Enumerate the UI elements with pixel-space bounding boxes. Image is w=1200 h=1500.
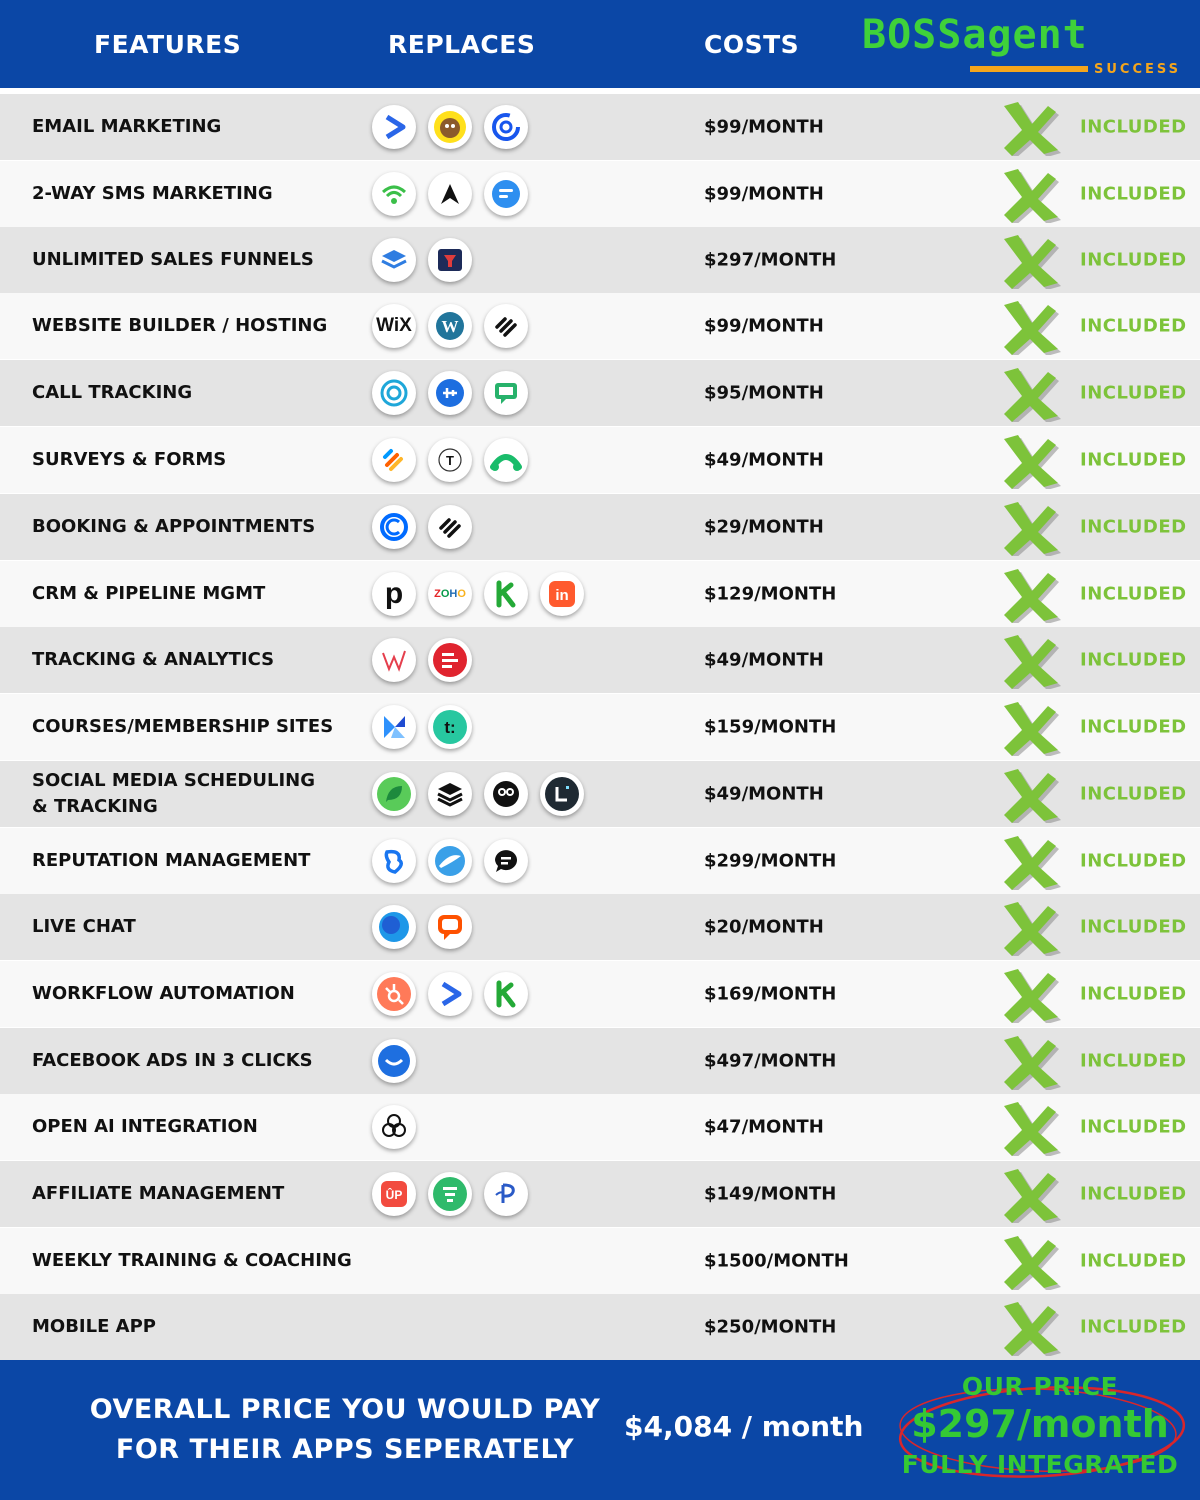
layers-icon bbox=[372, 238, 416, 282]
typeform-icon bbox=[428, 438, 472, 482]
checkmark-icon bbox=[998, 431, 1062, 489]
included-label: INCLUDED bbox=[1080, 916, 1187, 938]
jotform-icon bbox=[372, 438, 416, 482]
squarespace-icon bbox=[428, 505, 472, 549]
included-label: INCLUDED bbox=[1080, 1316, 1187, 1338]
constantcontact-icon bbox=[484, 105, 528, 149]
overall-price-caption bbox=[60, 1390, 630, 1470]
checkmark-icon bbox=[998, 698, 1062, 756]
included-label: INCLUDED bbox=[1080, 449, 1187, 471]
wave-analytics-icon bbox=[372, 638, 416, 682]
svg-text:W: W bbox=[441, 317, 459, 336]
monthly-cost: $250/MONTH bbox=[704, 1316, 837, 1338]
feature-name bbox=[32, 848, 310, 874]
table-row bbox=[0, 694, 1200, 760]
attentive-icon bbox=[428, 172, 472, 216]
feature-name-line: SURVEYS & FORMS bbox=[32, 449, 227, 470]
feature-name bbox=[32, 1248, 352, 1274]
calendly-icon bbox=[372, 505, 416, 549]
included-label: INCLUDED bbox=[1080, 315, 1187, 337]
firstpromoter-icon bbox=[428, 1172, 472, 1216]
table-row bbox=[0, 1028, 1200, 1094]
hootsuite-icon bbox=[484, 772, 528, 816]
features-column-header: FEATURES bbox=[94, 30, 242, 59]
squarespace-icon bbox=[484, 304, 528, 348]
table-row bbox=[0, 360, 1200, 426]
table-row bbox=[0, 828, 1200, 894]
included-label: INCLUDED bbox=[1080, 649, 1187, 671]
table-row bbox=[0, 627, 1200, 693]
feature-name-line: CRM & PIPELINE MGMT bbox=[32, 583, 266, 604]
feature-name bbox=[32, 581, 265, 607]
replaced-apps bbox=[372, 1105, 416, 1149]
adespresso-icon bbox=[372, 1039, 416, 1083]
table-row bbox=[0, 1094, 1200, 1160]
feature-name bbox=[32, 447, 226, 473]
included-label: INCLUDED bbox=[1080, 183, 1187, 205]
signal-icon bbox=[372, 172, 416, 216]
feature-name bbox=[32, 1114, 258, 1140]
table-row bbox=[0, 94, 1200, 160]
monthly-cost: $49/MONTH bbox=[704, 649, 824, 671]
replaced-apps bbox=[372, 172, 528, 216]
included-label: INCLUDED bbox=[1080, 716, 1187, 738]
feature-name bbox=[32, 514, 315, 540]
monthly-cost: $49/MONTH bbox=[704, 783, 824, 805]
checkmark-icon bbox=[998, 98, 1062, 156]
monthly-cost: $299/MONTH bbox=[704, 850, 837, 872]
podium-icon bbox=[428, 839, 472, 883]
replaced-apps bbox=[372, 638, 472, 682]
monthly-cost: $149/MONTH bbox=[704, 1183, 837, 1205]
table-row bbox=[0, 894, 1200, 960]
included-label: INCLUDED bbox=[1080, 1183, 1187, 1205]
feature-name-line: & TRACKING bbox=[32, 796, 158, 817]
feature-name-line: REPUTATION MANAGEMENT bbox=[32, 850, 311, 871]
table-row bbox=[0, 1294, 1200, 1360]
monthly-cost: $95/MONTH bbox=[704, 382, 824, 404]
feature-name-line: CALL TRACKING bbox=[32, 382, 193, 403]
monthly-cost: $99/MONTH bbox=[704, 116, 824, 138]
zoho-icon: ZOHO bbox=[428, 572, 472, 616]
checkmark-icon bbox=[998, 1032, 1062, 1090]
feature-name-line: BOOKING & APPOINTMENTS bbox=[32, 516, 316, 537]
feature-name-line: OPEN AI INTEGRATION bbox=[32, 1116, 258, 1137]
our-price-label: OUR PRICE bbox=[961, 1372, 1119, 1401]
databox-icon bbox=[428, 638, 472, 682]
monthly-cost: $159/MONTH bbox=[704, 716, 837, 738]
buffer-icon bbox=[428, 772, 472, 816]
feature-name bbox=[32, 1314, 156, 1340]
feature-name bbox=[32, 181, 273, 207]
replaced-apps bbox=[372, 105, 528, 149]
feature-name bbox=[32, 247, 314, 273]
intercom-icon bbox=[372, 905, 416, 949]
wix-icon: WiX bbox=[372, 304, 416, 348]
chatbox-icon bbox=[484, 371, 528, 415]
table-row bbox=[0, 494, 1200, 560]
our-price-amount: $297/month bbox=[911, 1402, 1169, 1446]
openai-icon bbox=[372, 1105, 416, 1149]
checkmark-icon bbox=[998, 297, 1062, 355]
replaces-column-header: REPLACES bbox=[388, 30, 536, 59]
activecampaign-icon bbox=[372, 105, 416, 149]
svg-text:T: T bbox=[446, 453, 454, 468]
replaced-apps bbox=[372, 438, 528, 482]
monthly-cost: $47/MONTH bbox=[704, 1116, 824, 1138]
svg-text:ÛP: ÛP bbox=[385, 1188, 403, 1202]
checkmark-icon bbox=[998, 165, 1062, 223]
feature-name-line: AFFILIATE MANAGEMENT bbox=[32, 1183, 285, 1204]
replaced-apps bbox=[372, 839, 528, 883]
checkmark-icon bbox=[998, 832, 1062, 890]
included-label: INCLUDED bbox=[1080, 1050, 1187, 1072]
checkmark-icon bbox=[998, 1098, 1062, 1156]
replaced-apps bbox=[372, 505, 472, 549]
logo-underline bbox=[970, 66, 1088, 72]
table-row bbox=[0, 761, 1200, 827]
checkmark-icon bbox=[998, 364, 1062, 422]
table-row bbox=[0, 161, 1200, 227]
replaced-apps bbox=[372, 972, 528, 1016]
feature-name-line: 2-WAY SMS MARKETING bbox=[32, 183, 273, 204]
logo-subtitle: SUCCESS bbox=[1094, 62, 1182, 77]
insightly-icon bbox=[540, 572, 584, 616]
feature-name-line: MOBILE APP bbox=[32, 1316, 156, 1337]
svg-text:t:: t: bbox=[444, 718, 456, 737]
included-label: INCLUDED bbox=[1080, 1250, 1187, 1272]
included-label: INCLUDED bbox=[1080, 382, 1187, 404]
table-row bbox=[0, 561, 1200, 627]
included-label: INCLUDED bbox=[1080, 249, 1187, 271]
monthly-cost: $169/MONTH bbox=[704, 983, 837, 1005]
callrail-icon bbox=[428, 371, 472, 415]
monthly-cost: $20/MONTH bbox=[704, 916, 824, 938]
checkmark-icon bbox=[998, 565, 1062, 623]
table-header bbox=[0, 0, 1200, 88]
included-label: INCLUDED bbox=[1080, 983, 1187, 1005]
svg-text:in: in bbox=[555, 587, 569, 604]
kajabi-icon bbox=[372, 705, 416, 749]
wordpress-icon bbox=[428, 304, 472, 348]
monthly-cost: $99/MONTH bbox=[704, 315, 824, 337]
feature-name-line: WEBSITE BUILDER / HOSTING bbox=[32, 315, 328, 336]
feature-name bbox=[32, 914, 136, 940]
replaced-apps bbox=[372, 1172, 528, 1216]
logo-wordmark: BOSSagent bbox=[862, 12, 1088, 58]
surveymonkey-icon bbox=[484, 438, 528, 482]
replaced-apps bbox=[372, 238, 472, 282]
price-summary-footer bbox=[0, 1360, 1200, 1500]
monthly-cost: $99/MONTH bbox=[704, 183, 824, 205]
overall-caption-line1: OVERALL PRICE YOU WOULD PAY bbox=[89, 1394, 601, 1425]
keap-icon bbox=[484, 572, 528, 616]
feature-name bbox=[32, 1181, 284, 1207]
table-row bbox=[0, 961, 1200, 1027]
chat-bubble-icon bbox=[484, 839, 528, 883]
feature-name-line: WORKFLOW AUTOMATION bbox=[32, 983, 295, 1004]
replaced-apps bbox=[372, 1039, 416, 1083]
feature-table bbox=[0, 88, 1200, 1360]
checkmark-icon bbox=[998, 1165, 1062, 1223]
pipedrive-icon: p bbox=[372, 572, 416, 616]
checkmark-icon bbox=[998, 231, 1062, 289]
replaced-apps bbox=[372, 304, 528, 348]
replaced-apps bbox=[372, 772, 584, 816]
monthly-cost: $497/MONTH bbox=[704, 1050, 837, 1072]
overall-total-price: $4,084 / month bbox=[624, 1410, 864, 1443]
included-label: INCLUDED bbox=[1080, 583, 1187, 605]
feature-name-line: SOCIAL MEDIA SCHEDULING bbox=[32, 770, 315, 791]
bossagent-logo bbox=[862, 12, 1192, 82]
later-icon bbox=[540, 772, 584, 816]
monthly-cost: $297/MONTH bbox=[704, 249, 837, 271]
livechat-icon bbox=[428, 905, 472, 949]
tapfiliate-icon bbox=[484, 1172, 528, 1216]
table-row bbox=[0, 1228, 1200, 1294]
monthly-cost: $49/MONTH bbox=[704, 449, 824, 471]
replaced-apps bbox=[372, 705, 472, 749]
feature-name bbox=[32, 647, 274, 673]
teachable-icon bbox=[428, 705, 472, 749]
feature-name-line: EMAIL MARKETING bbox=[32, 116, 222, 137]
feature-name bbox=[32, 714, 333, 740]
replaced-apps bbox=[372, 371, 528, 415]
feature-name-line: COURSES/MEMBERSHIP SITES bbox=[32, 716, 334, 737]
feature-name-line: FACEBOOK ADS IN 3 CLICKS bbox=[32, 1050, 313, 1071]
costs-column-header: COSTS bbox=[704, 30, 800, 59]
table-row bbox=[0, 1161, 1200, 1227]
textmessage-icon bbox=[484, 172, 528, 216]
table-row bbox=[0, 293, 1200, 359]
monthly-cost: $1500/MONTH bbox=[704, 1250, 849, 1272]
fully-integrated-label: FULLY INTEGRATED bbox=[901, 1450, 1179, 1479]
included-label: INCLUDED bbox=[1080, 783, 1187, 805]
checkmark-icon bbox=[998, 631, 1062, 689]
replaced-apps bbox=[372, 572, 584, 616]
calltracking-icon bbox=[372, 371, 416, 415]
our-price-block bbox=[892, 1372, 1188, 1490]
overall-caption-line2: FOR THEIR APPS SEPERATELY bbox=[115, 1434, 575, 1465]
included-label: INCLUDED bbox=[1080, 516, 1187, 538]
replaced-apps bbox=[372, 905, 472, 949]
table-row bbox=[0, 427, 1200, 493]
checkmark-icon bbox=[998, 765, 1062, 823]
checkmark-icon bbox=[998, 1298, 1062, 1356]
monthly-cost: $129/MONTH bbox=[704, 583, 837, 605]
feature-name-line: TRACKING & ANALYTICS bbox=[32, 649, 275, 670]
activecampaign-icon bbox=[428, 972, 472, 1016]
feature-name-line: WEEKLY TRAINING & COACHING bbox=[32, 1250, 352, 1271]
clickfunnels-icon bbox=[428, 238, 472, 282]
included-label: INCLUDED bbox=[1080, 850, 1187, 872]
keap-icon bbox=[484, 972, 528, 1016]
monthly-cost: $29/MONTH bbox=[704, 516, 824, 538]
feature-name-line: UNLIMITED SALES FUNNELS bbox=[32, 249, 314, 270]
sproutsocial-icon bbox=[372, 772, 416, 816]
mailchimp-icon bbox=[428, 105, 472, 149]
checkmark-icon bbox=[998, 1232, 1062, 1290]
checkmark-icon bbox=[998, 498, 1062, 556]
feature-name bbox=[32, 1048, 313, 1074]
upromote-icon bbox=[372, 1172, 416, 1216]
feature-name bbox=[32, 768, 315, 820]
birdeye-icon bbox=[372, 839, 416, 883]
checkmark-icon bbox=[998, 898, 1062, 956]
feature-name bbox=[32, 380, 192, 406]
checkmark-icon bbox=[998, 965, 1062, 1023]
feature-name bbox=[32, 313, 327, 339]
feature-name bbox=[32, 114, 221, 140]
feature-name bbox=[32, 981, 295, 1007]
hubspot-icon bbox=[372, 972, 416, 1016]
feature-name-line: LIVE CHAT bbox=[32, 916, 136, 937]
included-label: INCLUDED bbox=[1080, 1116, 1187, 1138]
included-label: INCLUDED bbox=[1080, 116, 1187, 138]
table-row bbox=[0, 227, 1200, 293]
